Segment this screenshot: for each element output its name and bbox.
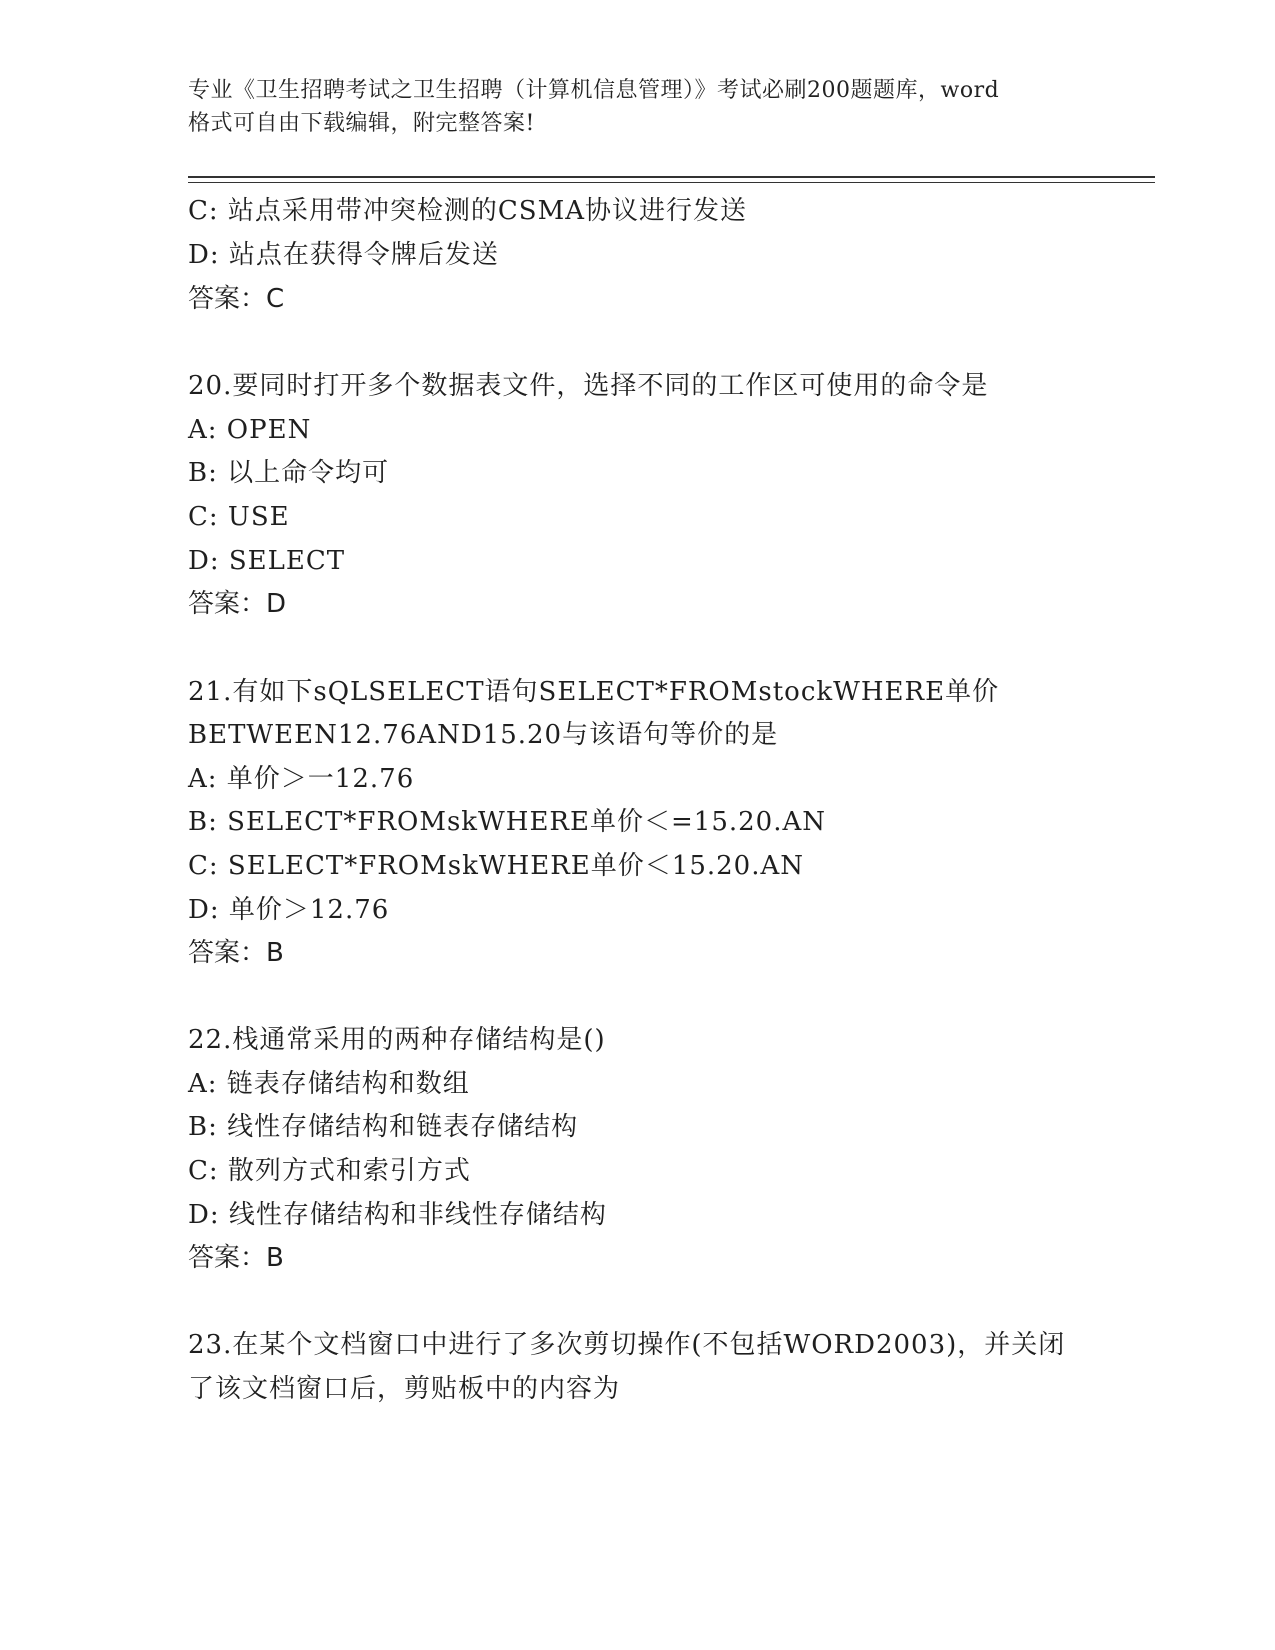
option-line: D: SELECT bbox=[188, 546, 346, 576]
option-line: C: USE bbox=[188, 502, 290, 532]
document-header bbox=[188, 74, 1088, 140]
option-line: A: 单价＞一12.76 bbox=[188, 764, 415, 794]
question-line: BETWEEN12.76AND15.20与该语句等价的是 bbox=[188, 720, 779, 750]
question-line: 22.栈通常采用的两种存储结构是() bbox=[188, 1025, 606, 1055]
question-line: 了该文档窗口后，剪贴板中的内容为 bbox=[188, 1374, 621, 1404]
header-line-1: 专业《卫生招聘考试之卫生招聘（计算机信息管理）》考试必刷200题题库，word bbox=[188, 78, 1000, 103]
answer-line: 答案：C bbox=[188, 284, 285, 314]
option-line: D: 站点在获得令牌后发送 bbox=[188, 240, 499, 270]
answer-line: 答案：B bbox=[188, 1243, 284, 1273]
option-line: C: 散列方式和索引方式 bbox=[188, 1156, 471, 1186]
question-line: 21.有如下sQLSELECT语句SELECT*FROMstockWHERE单价 bbox=[188, 677, 1000, 707]
option-line: A: 链表存储结构和数组 bbox=[188, 1069, 470, 1099]
question-line: 23.在某个文档窗口中进行了多次剪切操作(不包括WORD2003)，并关闭 bbox=[188, 1330, 1066, 1360]
answer-line: 答案：D bbox=[188, 589, 287, 619]
option-line: A: OPEN bbox=[188, 415, 312, 445]
question-line: 20.要同时打开多个数据表文件，选择不同的工作区可使用的命令是 bbox=[188, 371, 989, 401]
answer-line: 答案：B bbox=[188, 938, 284, 968]
option-line: B: 以上命令均可 bbox=[188, 458, 390, 488]
option-line: B: SELECT*FROMskWHERE单价＜=15.20.AN bbox=[188, 807, 826, 837]
header-divider-thick bbox=[188, 176, 1155, 178]
option-line: B: 线性存储结构和链表存储结构 bbox=[188, 1112, 579, 1142]
option-line: C: SELECT*FROMskWHERE单价＜15.20.AN bbox=[188, 851, 804, 881]
header-divider-thin bbox=[188, 182, 1155, 183]
header-line-2: 格式可自由下载编辑，附完整答案! bbox=[188, 111, 535, 136]
option-line: D: 线性存储结构和非线性存储结构 bbox=[188, 1200, 607, 1230]
option-line: D: 单价＞12.76 bbox=[188, 895, 390, 925]
option-line: C: 站点采用带冲突检测的CSMA协议进行发送 bbox=[188, 196, 748, 226]
